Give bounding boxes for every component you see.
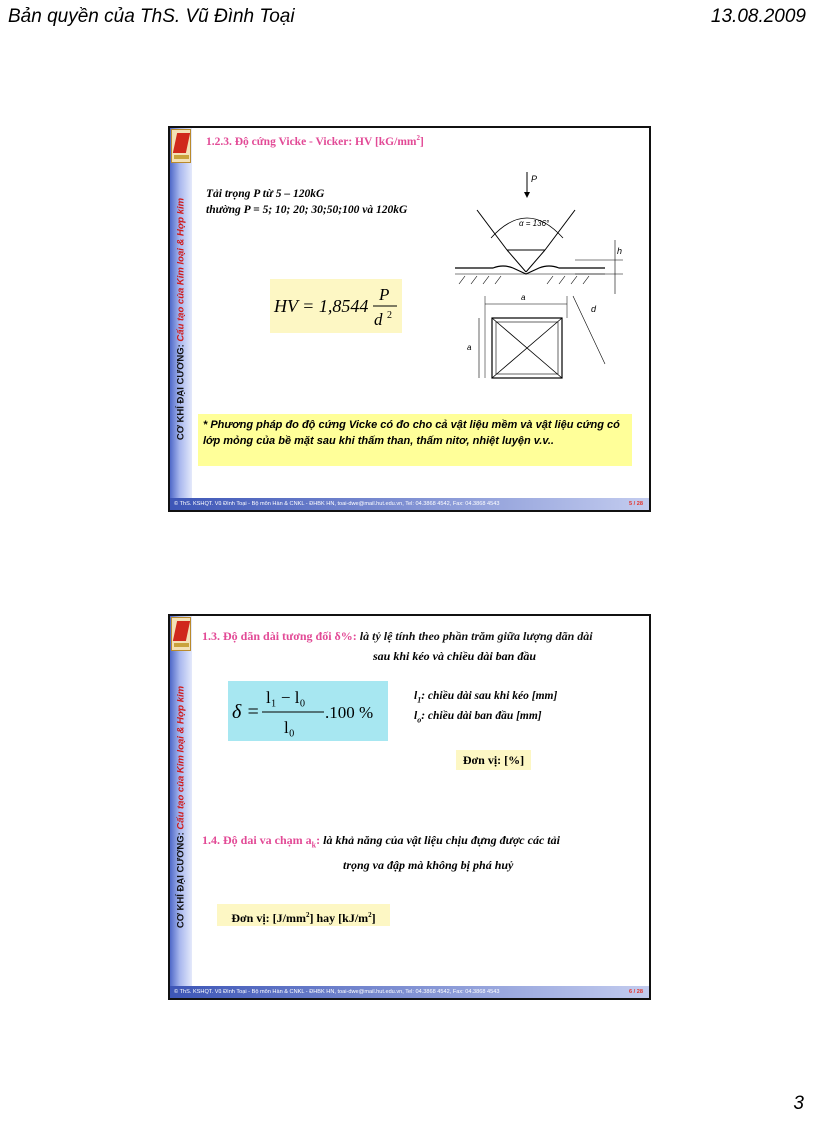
elongation-unit: Đơn vị: [%]: [456, 750, 531, 770]
slide-sidebar: [170, 128, 192, 510]
impact-toughness-heading: 1.4. Độ dai va chạm $a_k$: là khả năng của vật liệu chịu đựng được các tải trọng va đập mà không bị phá huỷ: [202, 833, 560, 873]
svg-text:δ =: δ =: [232, 701, 260, 723]
slide-page-number: 6 / 28: [629, 989, 643, 995]
sidebar-vertical-title: CƠ KHÍ ĐẠI CƯƠNG: Cấu tạo của Kim loại & Hợp kim: [175, 685, 187, 929]
svg-text:l₀: l₀: [284, 718, 295, 737]
svg-text:h: h: [617, 246, 623, 256]
university-logo-icon: [171, 129, 191, 163]
slide-footer: © ThS. KSHQT. Vũ Đình Toại - Bộ môn Hàn & CNKL - ĐHBK HN, toai-dwe@mail.hut.edu.vn, Tel: 04.3868 4542, Fax: 04.3868 4543 6 / 28: [170, 986, 649, 998]
svg-text:α = 136°: α = 136°: [519, 219, 550, 228]
svg-text:l₁ − l₀: l₁ − l₀: [266, 688, 306, 707]
svg-text:a: a: [467, 343, 472, 352]
header-date: 13.08.2009: [710, 6, 806, 27]
elongation-formula: [228, 681, 388, 741]
slide-sidebar: [170, 616, 192, 998]
university-logo-icon: [171, 617, 191, 651]
svg-text:2: 2: [387, 310, 392, 321]
vickers-note: * Phương pháp đo độ cứng Vicke có đo cho cả vật liệu mềm và vật liệu cứng có lớp mỏng của bề mặt sau khi thấm than, thấm nitơ, nhiệt luyện v.v..: [198, 414, 632, 466]
svg-text:P: P: [379, 285, 390, 304]
svg-text:a: a: [521, 293, 526, 302]
slide-vickers-hardness: [168, 126, 651, 512]
svg-text:HV = 1,8544: HV = 1,8544: [274, 296, 369, 316]
slide-page-number: 5 / 28: [629, 501, 643, 507]
elongation-definitions: $l_1$: chiều dài sau khi kéo [mm] $l_o$: chiều dài ban đầu [mm]: [414, 690, 558, 725]
load-description: Tải trọng P từ 5 – 120kG thường P = 5; 10; 20; 30;50;100 và 120kG: [206, 188, 408, 216]
svg-text:d: d: [591, 304, 597, 314]
slide-footer: © ThS. KSHQT. Vũ Đình Toại - Bộ môn Hàn & CNKL - ĐHBK HN, toai-dwe@mail.hut.edu.vn, Tel: 04.3868 4542, Fax: 04.3868 4543 5 / 28: [170, 498, 649, 510]
hv-formula: [270, 279, 402, 333]
slide-title: 1.2.3. Độ cứng Vicke - Vicker: HV $[kG/mm^2]$: [206, 134, 424, 148]
sidebar-vertical-title: CƠ KHÍ ĐẠI CƯƠNG: Cấu tạo của Kim loại & Hợp kim: [175, 197, 187, 441]
elongation-heading: 1.3. Độ dãn dài tương đối δ%: là tỷ lệ tính theo phần trăm giữa lượng dãn dài sau khi kéo và chiều dài ban đầu: [202, 629, 593, 663]
slide-elongation-toughness: [168, 614, 651, 1000]
svg-text:d: d: [374, 310, 383, 329]
impact-toughness-unit: Đơn vị: $[J/mm^2]$ hay $[kJ/m^2]$: [217, 904, 390, 926]
page-number: 3: [793, 1093, 804, 1114]
svg-text:.100 %: .100 %: [325, 703, 374, 722]
header-copyright: Bản quyền của ThS. Vũ Đình Toại: [8, 6, 295, 27]
svg-text:P: P: [531, 174, 538, 184]
vickers-indenter-diagram: [455, 168, 635, 388]
